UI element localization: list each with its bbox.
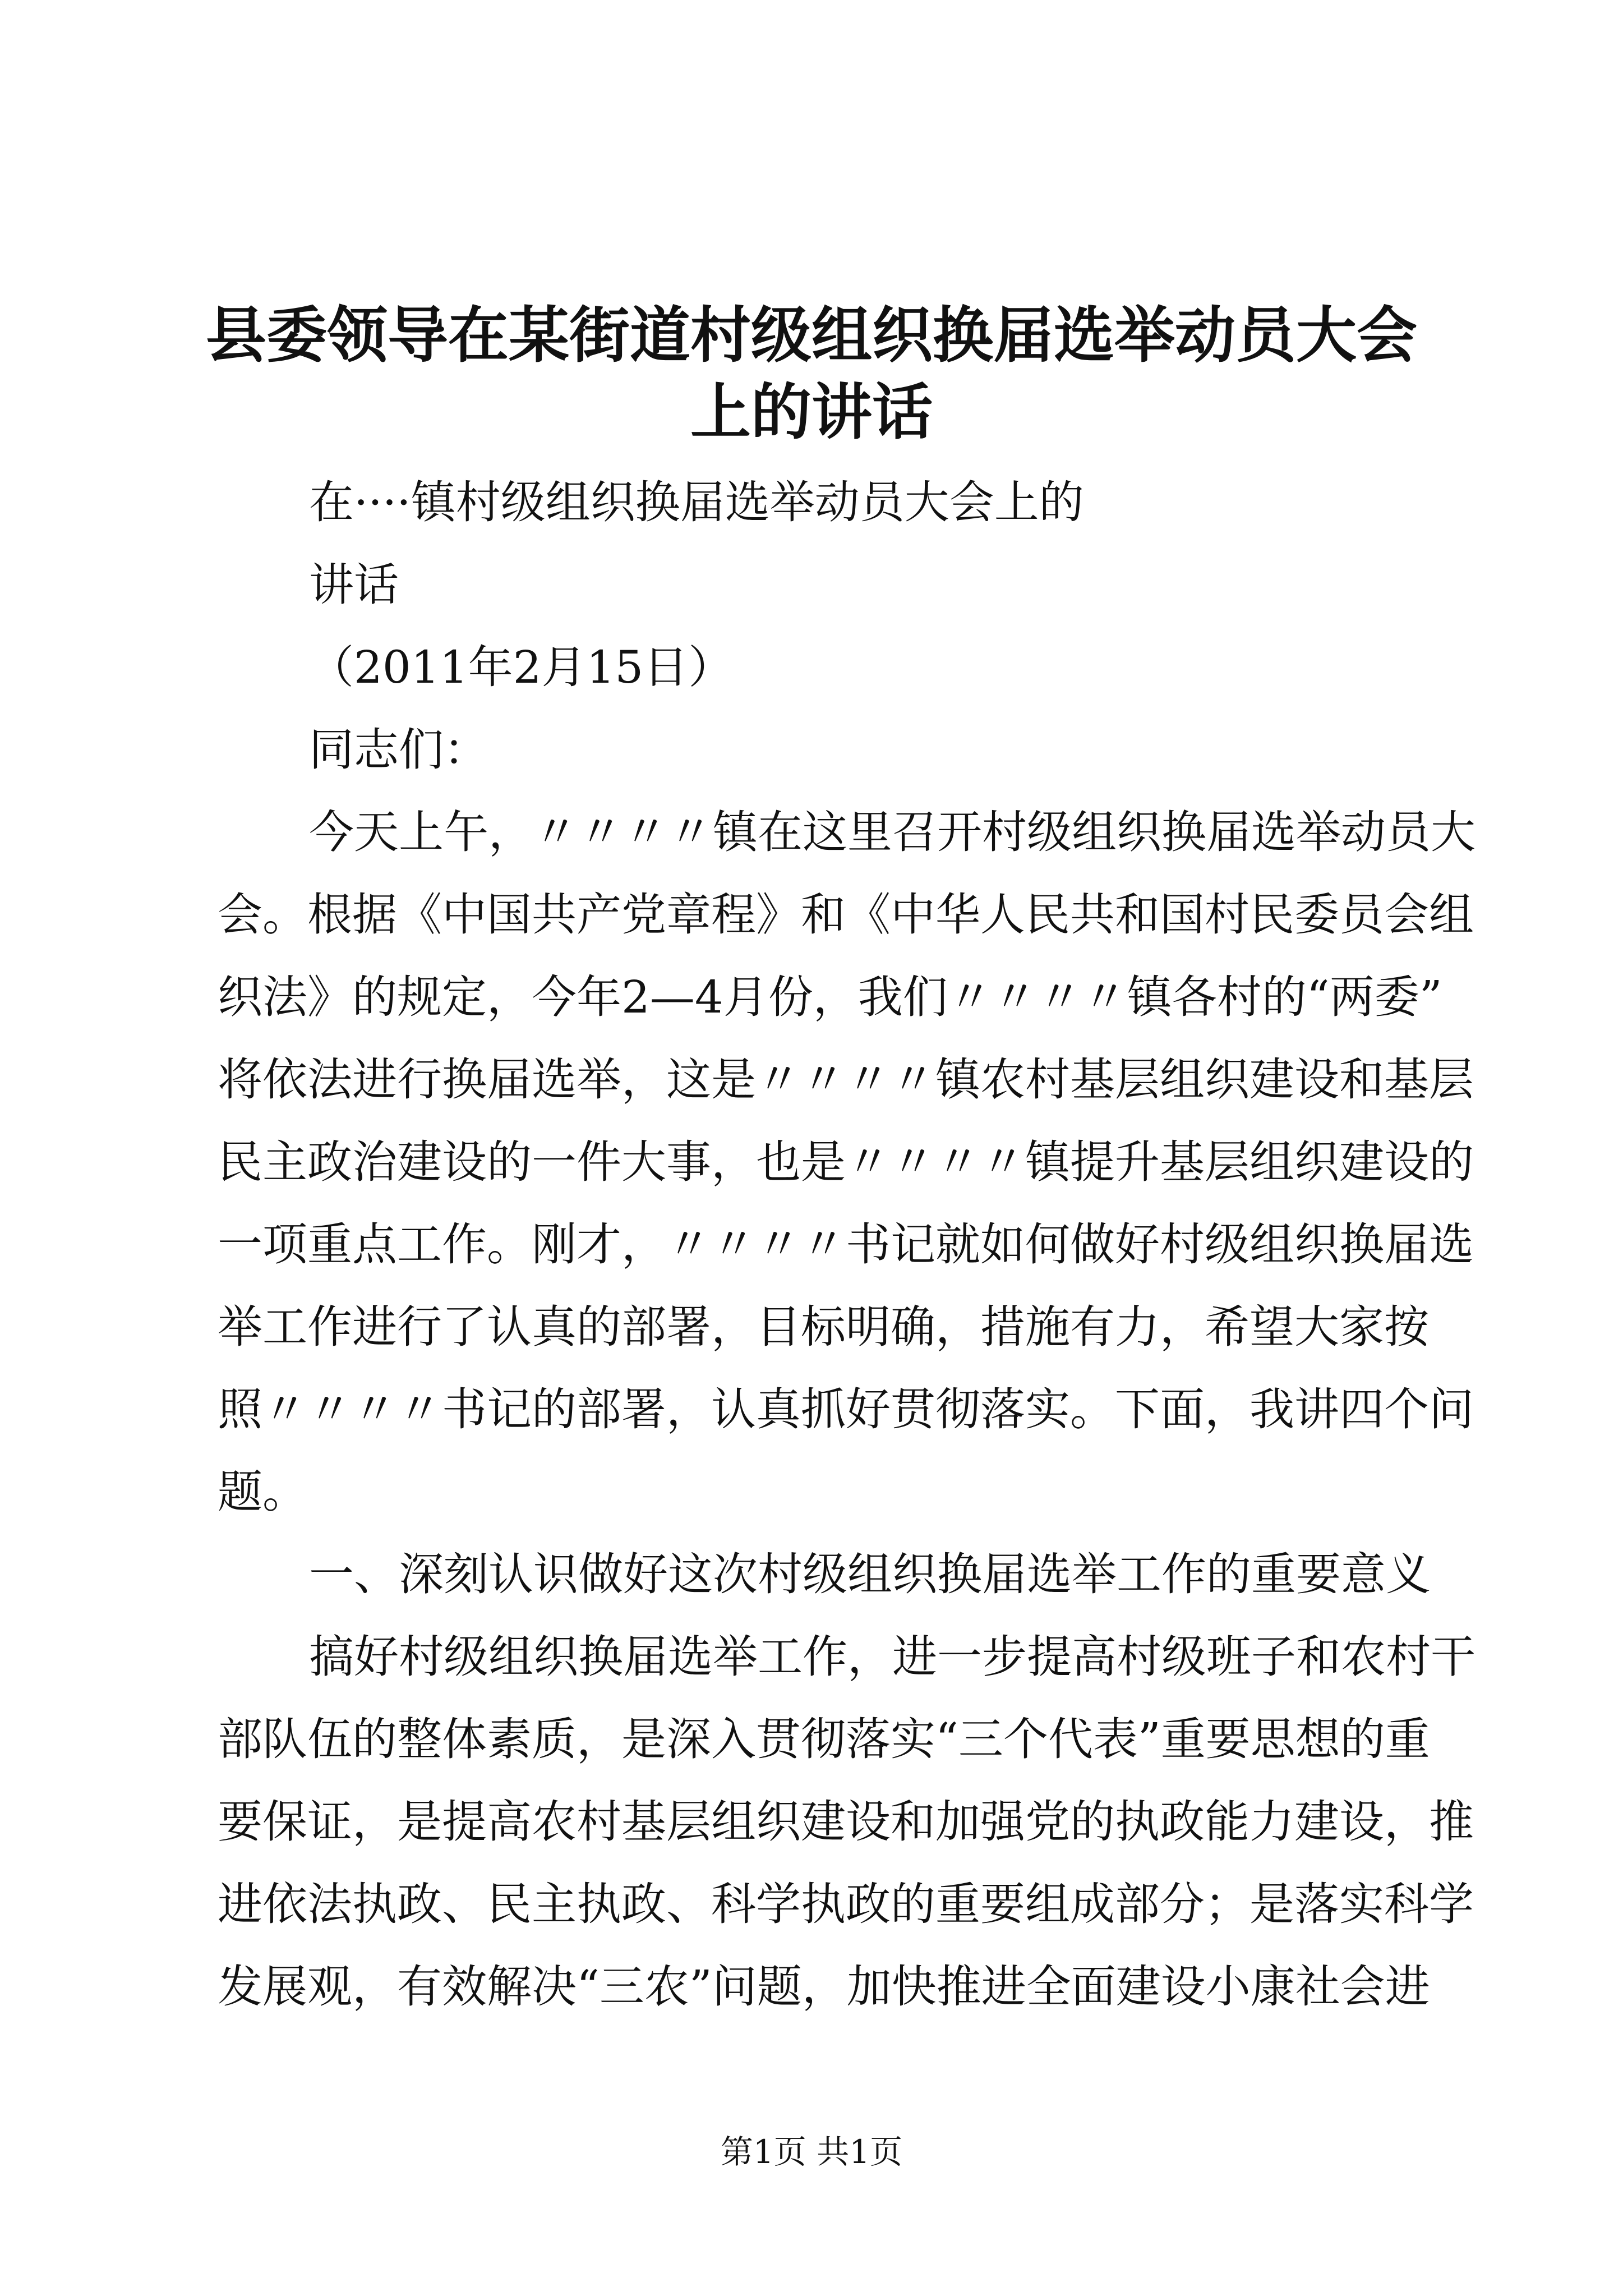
paragraph-line: 要保证，是提高农村基层组织建设和加强党的执政能力建设，推: [218, 1796, 1474, 1848]
paragraph: [218, 1533, 1431, 1616]
paragraph-line: 在····镇村级组织换届选举动员大会上的: [309, 476, 1084, 528]
paragraph-line: 照〃〃〃〃书记的部署，认真抓好贯彻落实。下面，我讲四个问: [218, 1383, 1474, 1435]
paragraph-line: 民主政治建设的一件大事，也是〃〃〃〃镇提升基层组织建设的: [218, 1136, 1474, 1188]
paragraph: [218, 626, 1424, 708]
paragraph-line: 同志们：: [309, 724, 488, 776]
paragraph: [218, 791, 1476, 1533]
document-title-line-2: 上的讲话: [690, 377, 933, 448]
paragraph-line: 织法》的规定，今年2—4月份，我们〃〃〃〃镇各村的“两委”: [218, 971, 1442, 1023]
paragraph-line: （2011年2月15日）: [309, 641, 734, 693]
paragraph-line: 搞好村级组织换届选举工作，进一步提高村级班子和农村干: [309, 1631, 1476, 1683]
paragraph-line: 题。: [218, 1466, 307, 1518]
paragraph-line: 发展观，有效解决“三农”问题，加快推进全面建设小康社会进: [218, 1961, 1430, 2013]
document-title-line-1: 县委领导在某街道村级组织换届选举动员大会: [205, 300, 1417, 371]
paragraph-line: 一、深刻认识做好这次村级组织换届选举工作的重要意义: [309, 1548, 1431, 1600]
page-footer: 第1页 共1页: [720, 2133, 903, 2171]
paragraph: [218, 1616, 1476, 2028]
paragraph-line: 部队伍的整体素质，是深入贯彻落实“三个代表”重要思想的重: [218, 1713, 1430, 1765]
paragraph-line: 将依法进行换届选举，这是〃〃〃〃镇农村基层组织建设和基层: [218, 1053, 1474, 1106]
paragraph: [218, 544, 1424, 626]
paragraph-line: 今天上午，〃〃〃〃镇在这里召开村级组织换届选举动员大: [309, 806, 1476, 858]
paragraph: [218, 708, 1424, 791]
paragraph-line: 一项重点工作。刚才，〃〃〃〃书记就如何做好村级组织换届选: [218, 1218, 1474, 1271]
paragraph-line: 进依法执政、民主执政、科学执政的重要组成部分；是落实科学: [218, 1878, 1474, 1930]
paragraph-line: 会。根据《中国共产党章程》和《中华人民共和国村民委员会组: [218, 889, 1474, 941]
paragraph: [218, 461, 1424, 544]
paragraph-line: 举工作进行了认真的部署，目标明确，措施有力，希望大家按: [218, 1301, 1429, 1353]
document-body: [218, 461, 1476, 2028]
paragraph-line: 讲话: [309, 559, 399, 611]
